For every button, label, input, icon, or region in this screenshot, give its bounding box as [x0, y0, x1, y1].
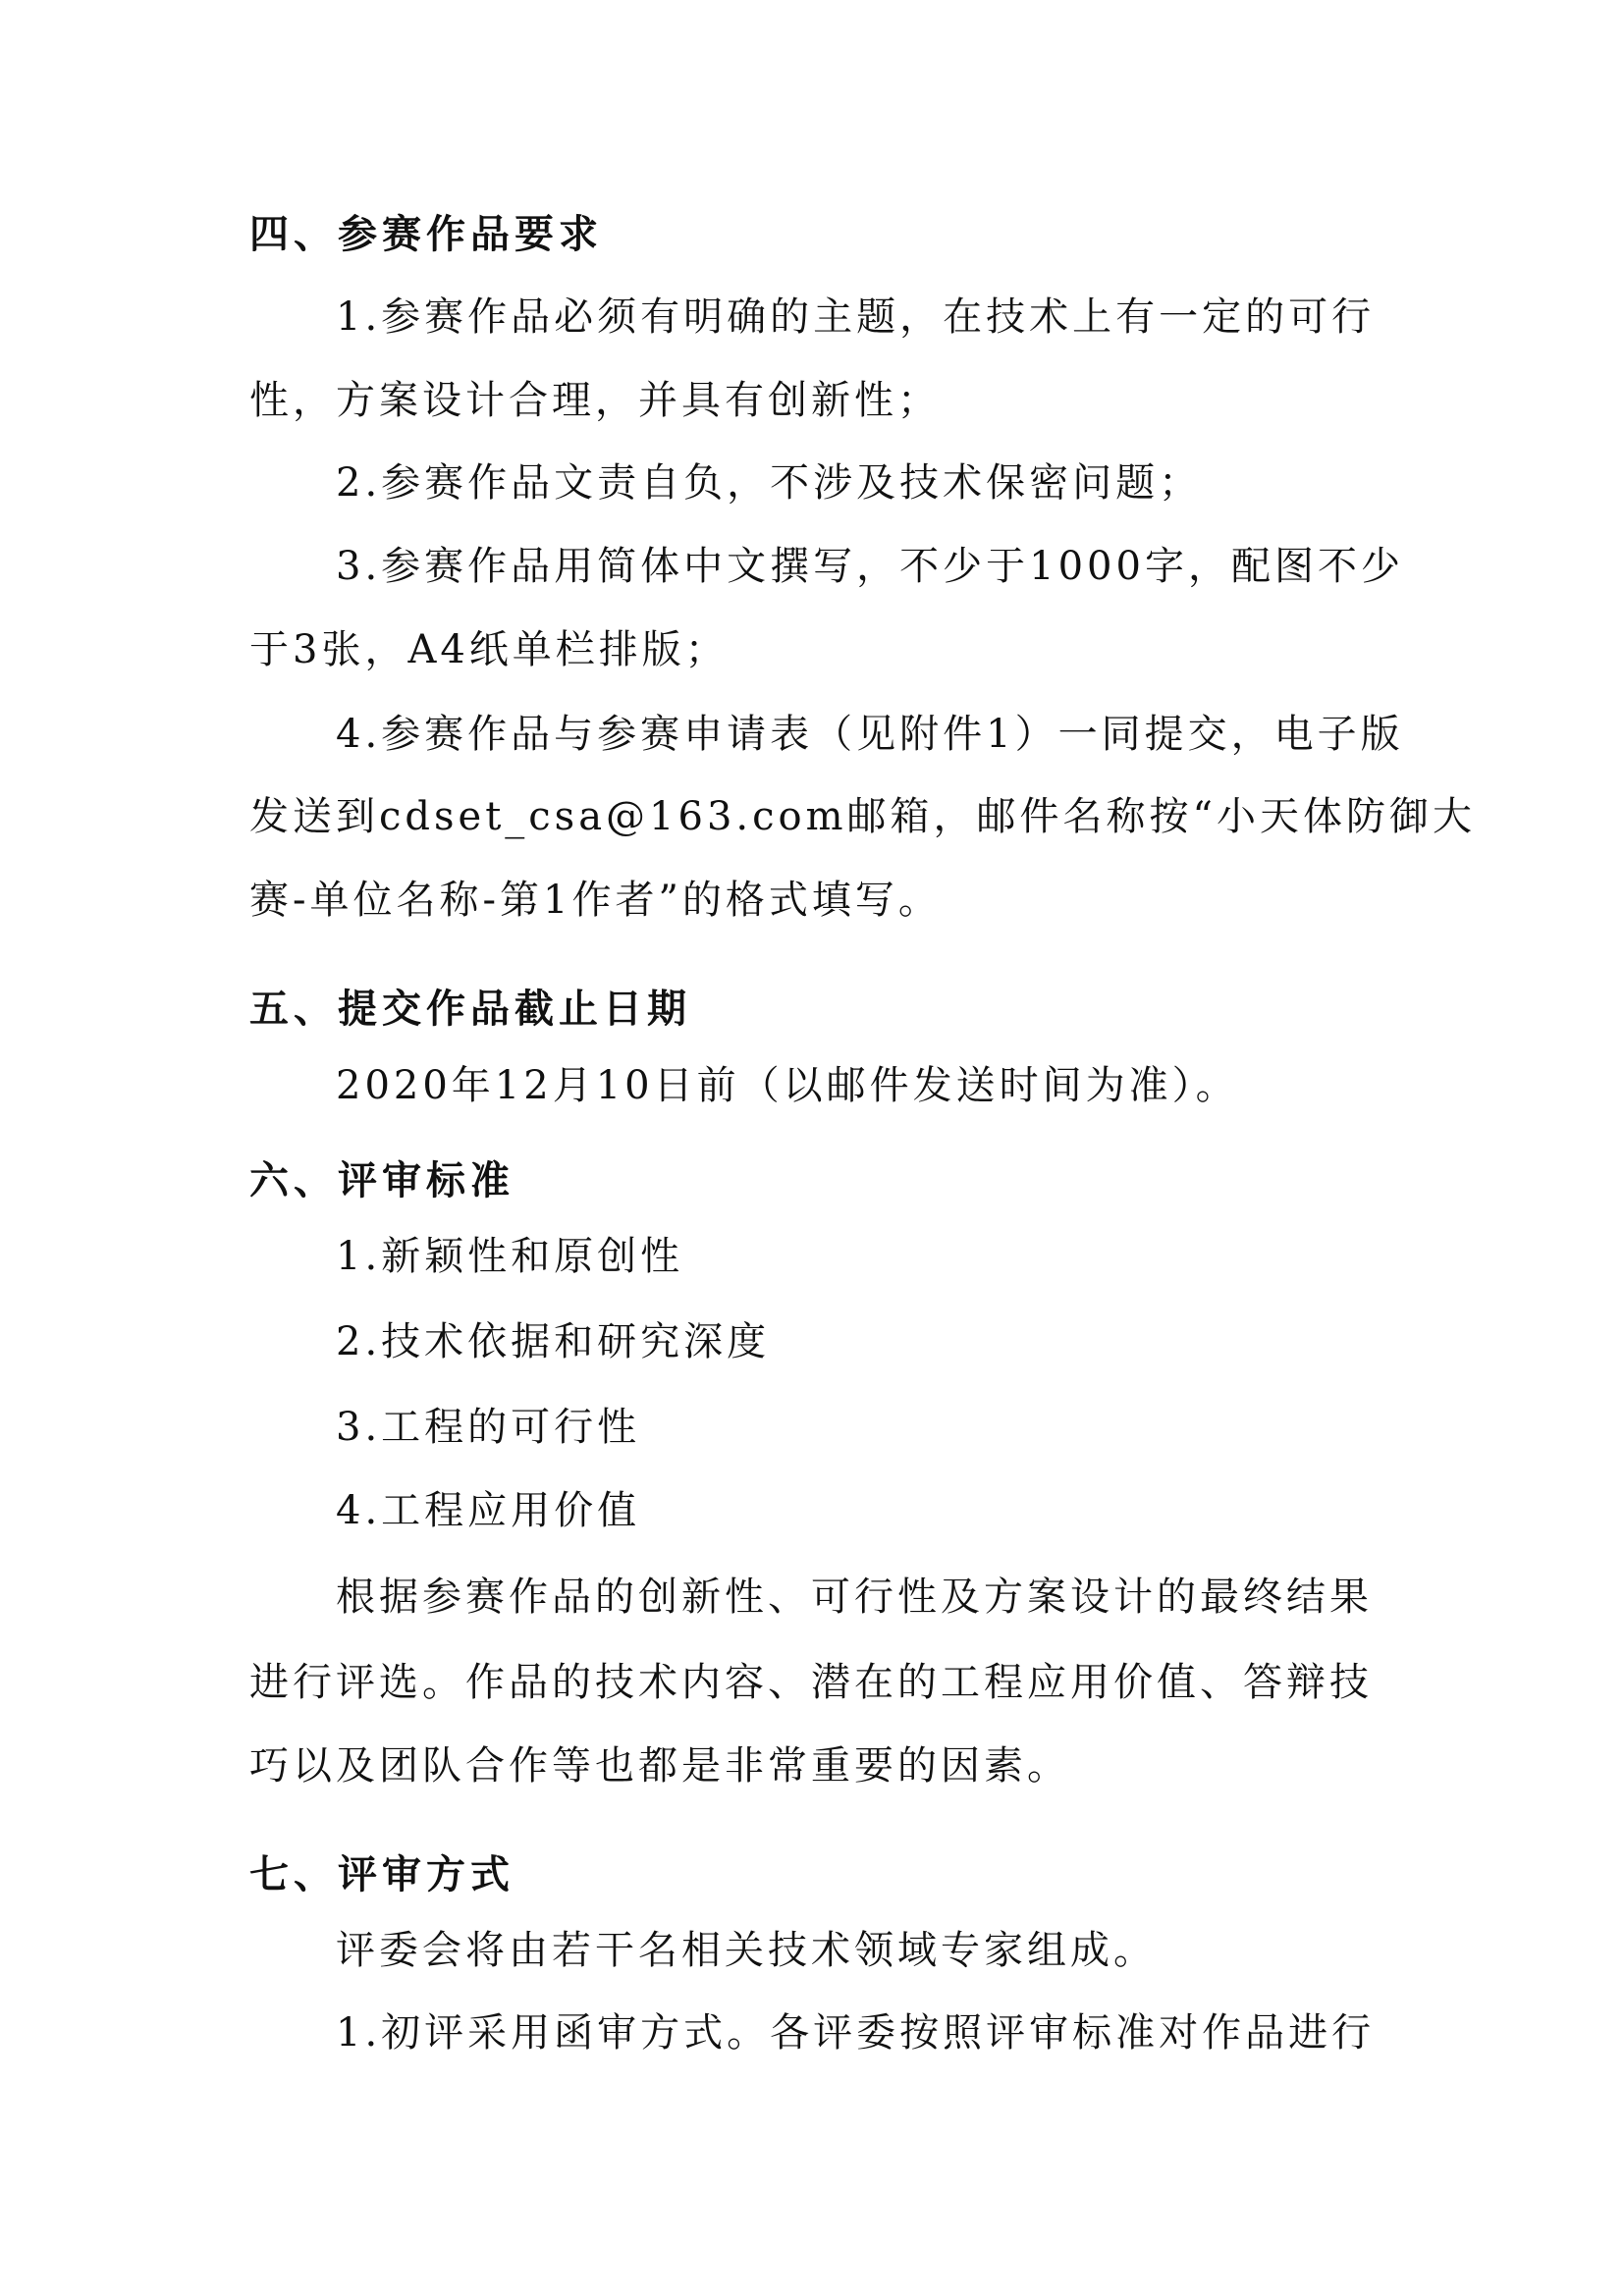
section-heading-review-method: 七、评审方式 — [249, 1851, 514, 1897]
paragraph-line: 1.初评采用函审方式。各评委按照评审标准对作品进行 — [336, 2010, 1376, 2056]
paragraph-line: 4.参赛作品与参赛申请表（见附件1）一同提交，电子版 — [336, 712, 1404, 757]
paragraph-line: 4.工程应用价值 — [336, 1488, 641, 1533]
paragraph-line: 赛-单位名称-第1作者”的格式填写。 — [249, 878, 942, 923]
paragraph-line: 2.参赛作品文责自负，不涉及技术保密问题； — [336, 460, 1203, 506]
paragraph-line: 于3张，A4纸单栏排版； — [249, 627, 729, 672]
paragraph-line: 3.工程的可行性 — [336, 1405, 641, 1450]
paragraph-line: 3.参赛作品用简体中文撰写，不少于1000字，配图不少 — [336, 544, 1404, 589]
paragraph-line: 1.参赛作品必须有明确的主题，在技术上有一定的可行 — [336, 294, 1376, 340]
paragraph-line: 评委会将由若干名相关技术领域专家组成。 — [336, 1928, 1157, 1973]
section-heading-criteria: 六、评审标准 — [249, 1157, 514, 1203]
section-heading-requirements: 四、参赛作品要求 — [249, 211, 603, 257]
paragraph-line: 巧以及团队合作等也都是非常重要的因素。 — [249, 1743, 1070, 1789]
section-heading-deadline: 五、提交作品截止日期 — [249, 986, 691, 1032]
paragraph-line: 根据参赛作品的创新性、可行性及方案设计的最终结果 — [336, 1575, 1373, 1620]
paragraph-line: 性，方案设计合理，并具有创新性； — [249, 378, 941, 423]
paragraph-line: 2020年12月10日前（以邮件发送时间为准）。 — [336, 1063, 1239, 1108]
paragraph-line: 2.技术依据和研究深度 — [336, 1319, 771, 1364]
paragraph-line: 1.新颖性和原创性 — [336, 1234, 684, 1279]
paragraph-line: 发送到cdset_csa@163.com邮箱，邮件名称按“小天体防御大 — [249, 794, 1476, 839]
paragraph-line: 进行评选。作品的技术内容、潜在的工程应用价值、答辩技 — [249, 1660, 1373, 1705]
